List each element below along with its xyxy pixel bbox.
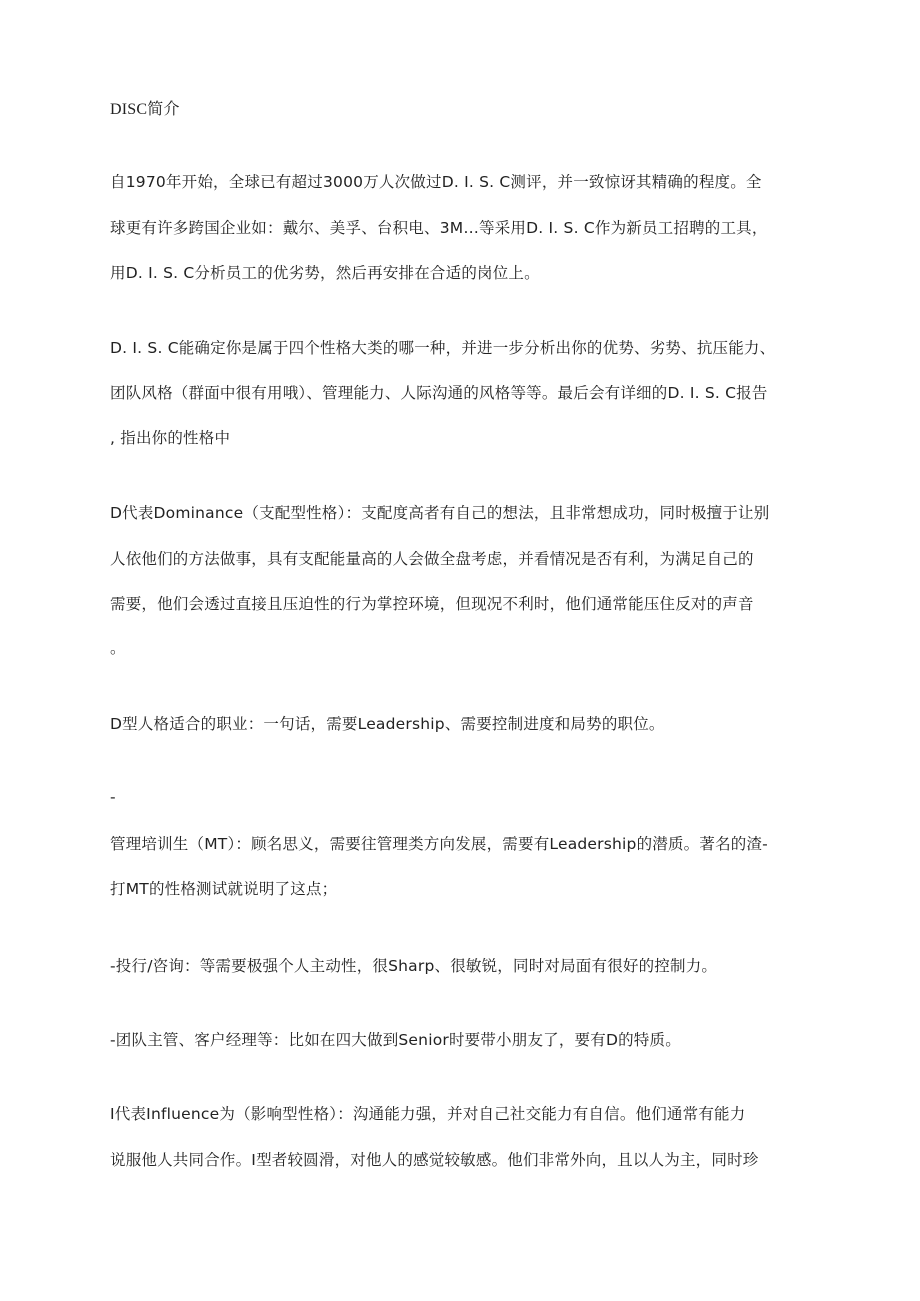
text-line: D. I. S. C能确定你是属于四个性格大类的哪一种，并进一步分析出你的优势、劣势、抗压能力、 [110, 339, 776, 357]
text-line: - [110, 788, 116, 806]
text-line: 说服他人共同合作。I型者较圆滑，对他人的感觉较敏感。他们非常外向，且以人为主，同时珍 [110, 1151, 759, 1169]
text-line: I代表Influence为（影响型性格）：沟通能力强，并对自己社交能力有自信。他们通常有能力 [110, 1105, 746, 1123]
text-line: , 指出你的性格中 [110, 429, 231, 447]
text-line: 管理培训生（MT）：顾名思义，需要往管理类方向发展，需要有Leadership的潜质。著名的渣- [110, 835, 768, 853]
text-line: -投行/咨询：等需要极强个人主动性，很Sharp、很敏锐，同时对局面有很好的控制力。 [110, 957, 718, 975]
text-line: -团队主管、客户经理等：比如在四大做到Senior时要带小朋友了，要有D的特质。 [110, 1031, 681, 1049]
text-line: D型人格适合的职业：一句话，需要Leadership、需要控制进度和局势的职位。 [110, 715, 665, 733]
document-title: DISC简介 [110, 101, 180, 118]
text-line: D代表Dominance（支配型性格）：支配度高者有自己的想法，且非常想成功，同时极擅于让别 [110, 504, 770, 522]
text-line: 需要，他们会透过直接且压迫性的行为掌控环境，但现况不利时，他们通常能压住反对的声音 [110, 595, 754, 613]
text-line: 。 [110, 639, 126, 657]
text-line: 团队风格（群面中很有用哦）、管理能力、人际沟通的风格等等。最后会有详细的D. I. S. C报告 [110, 384, 768, 402]
text-line: 用D. I. S. C分析员工的优劣势，然后再安排在合适的岗位上。 [110, 264, 540, 282]
text-line: 打MT的性格测试就说明了这点； [110, 880, 338, 898]
text-line: 球更有许多跨国企业如：戴尔、美孚、台积电、3M…等采用D. I. S. C作为新员工招聘的工具， [110, 219, 768, 237]
text-line: 人依他们的方法做事，具有支配能量高的人会做全盘考虑，并看情况是否有利，为满足自己的 [110, 550, 754, 568]
text-line: 自1970年开始，全球已有超过3000万人次做过D. I. S. C测评，并一致惊讶其精确的程度。全 [110, 173, 762, 191]
